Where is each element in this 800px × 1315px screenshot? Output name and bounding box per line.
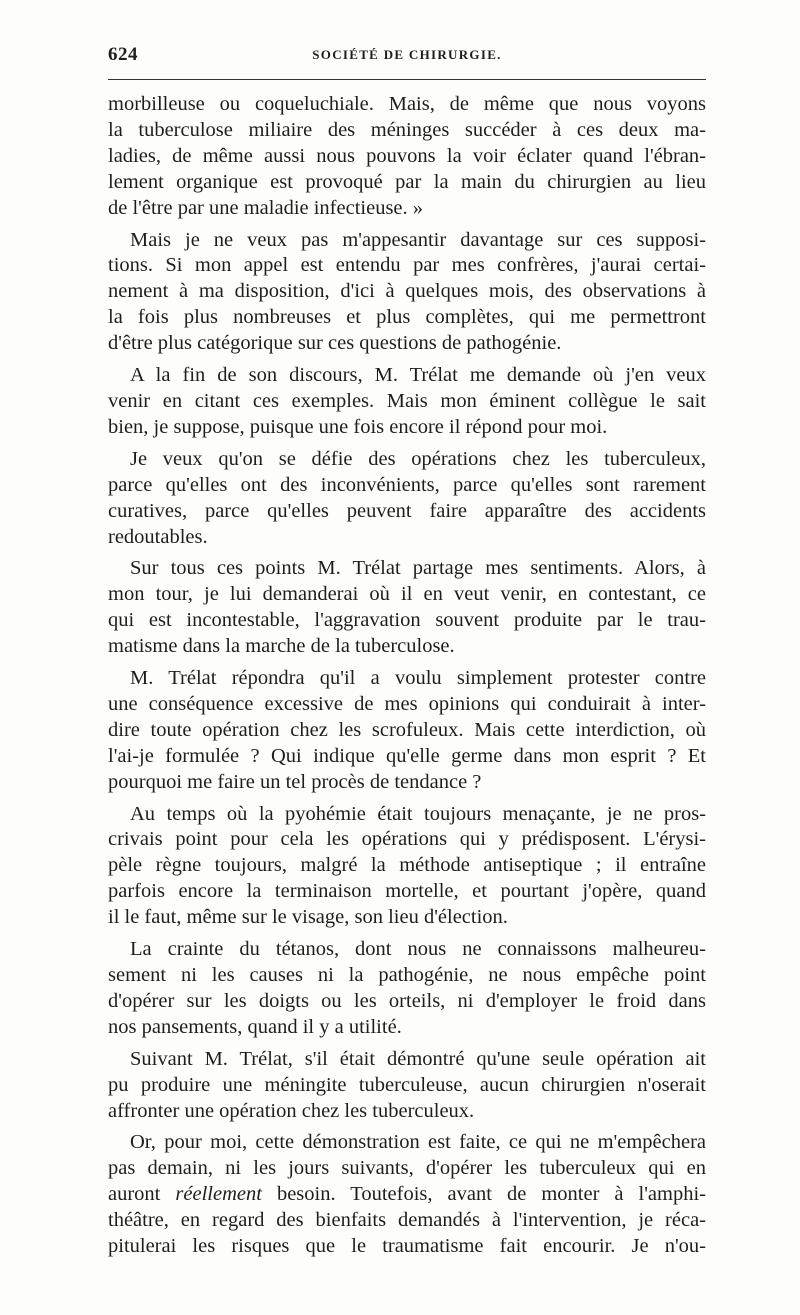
text-line: parce qu'elles ont des inconvénients, parce qu'elles sont rarement — [108, 473, 706, 496]
text-line: pourquoi me faire un tel procès de tendance ? — [108, 770, 482, 793]
paragraph — [108, 666, 706, 796]
text-line: Mais je ne veux pas m'appesantir davantage sur ces supposi- — [130, 228, 706, 251]
text-line: Au temps où la pyohémie était toujours menaçante, je ne pros- — [130, 802, 706, 825]
text-line: nement à ma disposition, d'ici à quelques mois, des observations à — [108, 280, 706, 303]
paragraph — [108, 802, 706, 932]
text-line: pèle règne toujours, malgré la méthode antiseptique ; il entraîne — [108, 854, 706, 877]
text-line-with-italic — [108, 1182, 706, 1208]
text-line: ladies, de même aussi nous pouvons la voir éclater quand l'ébran- — [108, 144, 706, 167]
text-line: pas demain, ni les jours suivants, d'opérer les tuberculeux qui en — [108, 1157, 706, 1180]
text-line: la fois plus nombreuses et plus complètes, qui me permettront — [108, 306, 706, 329]
text-line: curatives, parce qu'elles peuvent faire apparaître des accidents — [108, 499, 706, 522]
text-line: pitulerai les risques que le traumatisme fait encourir. Je n'ou- — [108, 1235, 706, 1258]
header-rule — [108, 79, 706, 80]
text-line: matisme dans la marche de la tuberculose. — [108, 635, 455, 658]
paragraph — [108, 1047, 706, 1125]
page-header — [108, 44, 706, 70]
body-text — [108, 92, 706, 1266]
text-segment: auront — [108, 1183, 176, 1206]
text-line: morbilleuse ou coqueluchiale. Mais, de même que nous voyons — [108, 93, 706, 115]
text-line: théâtre, en regard des bienfaits demandés à l'intervention, je réca- — [108, 1209, 706, 1232]
paragraph — [108, 363, 706, 441]
text-line: une conséquence excessive de mes opinions qui conduirait à inter- — [108, 692, 706, 715]
text-line: mon tour, je lui demanderai où il en veut venir, en contestant, ce — [108, 583, 706, 606]
text-line: affronter une opération chez les tuberculeux. — [108, 1099, 475, 1122]
paragraph — [108, 92, 706, 222]
italic-word: réellement — [175, 1183, 262, 1206]
text-line: d'être plus catégorique sur ces questions de pathogénie. — [108, 332, 562, 355]
text-line: lement organique est provoqué par la main du chirurgien au lieu — [108, 170, 706, 193]
text-line: d'opérer sur les doigts ou les orteils, ni d'employer le froid dans — [108, 989, 706, 1012]
paragraph — [108, 447, 706, 551]
running-title: SOCIÉTÉ DE CHIRURGIE. — [312, 47, 502, 62]
paragraph — [108, 228, 706, 358]
text-line: La crainte du tétanos, dont nous ne connaissons malheureu- — [130, 938, 706, 961]
paragraph — [108, 937, 706, 1041]
text-line: qui est incontestable, l'aggravation souvent produite par le trau- — [108, 609, 706, 632]
paragraph — [108, 1130, 706, 1260]
paragraph — [108, 556, 706, 660]
text-line: Suivant M. Trélat, s'il était démontré qu'une seule opération ait — [130, 1047, 706, 1070]
text-line: A la fin de son discours, M. Trélat me demande où j'en veux — [130, 364, 706, 387]
text-line: redoutables. — [108, 525, 208, 548]
text-line: de l'être par une maladie infectieuse. » — [108, 196, 424, 219]
text-line: la tuberculose miliaire des méninges succéder à ces deux ma- — [108, 118, 706, 141]
text-line: crivais point pour cela les opérations qui y prédisposent. L'érysi- — [108, 828, 706, 851]
text-line: nos pansements, quand il y a utilité. — [108, 1015, 402, 1038]
text-line: bien, je suppose, puisque une fois encore il répond pour moi. — [108, 415, 608, 438]
text-line: tions. Si mon appel est entendu par mes confrères, j'aurai certai- — [108, 254, 706, 277]
text-segment: besoin. Toutefois, avant de monter à l'amphi- — [261, 1183, 707, 1206]
text-line: sement ni les causes ni la pathogénie, ne nous empêche point — [108, 964, 706, 986]
text-line: il le faut, même sur le visage, son lieu d'élection. — [108, 906, 508, 929]
text-line: l'ai-je formulée ? Qui indique qu'elle germe dans mon esprit ? Et — [108, 744, 706, 767]
page-number: 624 — [108, 44, 138, 65]
text-line: Je veux qu'on se défie des opérations chez les tuberculeux, — [130, 447, 706, 470]
text-line: pu produire une méningite tuberculeuse, aucun chirurgien n'oserait — [108, 1073, 706, 1096]
text-line: Or, pour moi, cette démonstration est faite, ce qui ne m'empêchera — [130, 1131, 706, 1154]
text-line: M. Trélat répondra qu'il a voulu simplement protester contre — [130, 667, 706, 690]
text-line: parfois encore la terminaison mortelle, et pourtant j'opère, quand — [108, 880, 706, 903]
text-line: Sur tous ces points M. Trélat partage mes sentiments. Alors, à — [130, 557, 706, 580]
text-line: venir en citant ces exemples. Mais mon éminent collègue le sait — [108, 389, 706, 412]
text-line: dire toute opération chez les scrofuleux. Mais cette interdiction, où — [108, 718, 706, 741]
